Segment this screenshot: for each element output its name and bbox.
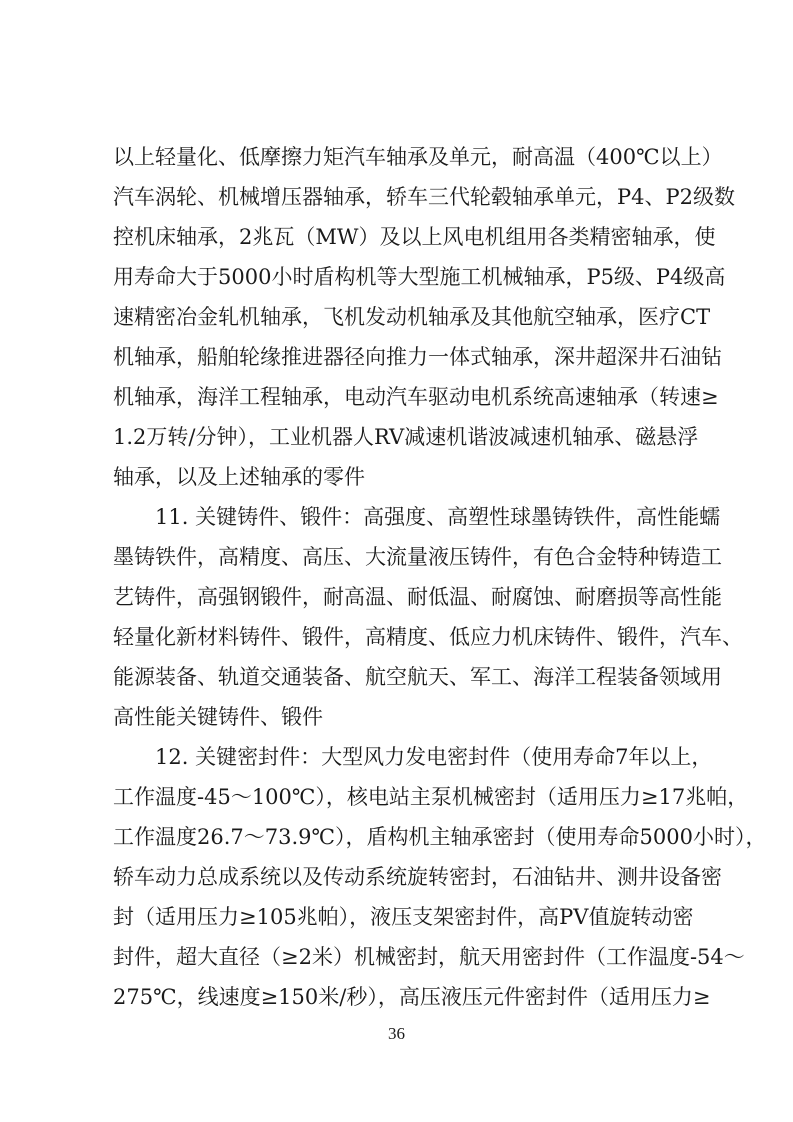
text-line: 轻量化新材料铸件、锻件，高精度、低应力机床铸件、锻件，汽车、	[113, 625, 743, 649]
section-heading-line: 11. 关键铸件、锻件：高强度、高塑性球墨铸铁件，高性能蠕	[155, 505, 721, 529]
text-line: 封件，超大直径（≥2米）机械密封，航天用密封件（工作温度-54～	[113, 945, 745, 969]
text-line: 墨铸铁件，高精度、高压、大流量液压铸件，有色合金特种铸造工	[113, 545, 722, 569]
text-line: 控机床轴承，2兆瓦（MW）及以上风电机组用各类精密轴承，使	[113, 225, 716, 249]
text-line: 汽车涡轮、机械增压器轴承，轿车三代轮毂轴承单元，P4、P2级数	[113, 185, 735, 209]
text-line: 用寿命大于5000小时盾构机等大型施工机械轴承，P5级、P4级高	[113, 265, 726, 289]
text-line: 机轴承，海洋工程轴承，电动汽车驱动电机系统高速轴承（转速≥	[113, 385, 719, 409]
text-line: 工作温度26.7～73.9℃），盾构机主轴承密封（使用寿命5000小时），	[113, 825, 767, 849]
text-line: 高性能关键铸件、锻件	[113, 705, 323, 729]
text-line: 机轴承，船舶轮缘推进器径向推力一体式轴承，深井超深井石油钻	[113, 345, 722, 369]
text-line: 工作温度-45～100℃），核电站主泵机械密封（适用压力≥17兆帕，	[113, 785, 749, 809]
text-line: 1.2万转/分钟），工业机器人RV减速机谐波减速机轴承、磁悬浮	[113, 425, 699, 449]
text-line: 能源装备、轨道交通装备、航空航天、军工、海洋工程装备领域用	[113, 665, 722, 689]
text-line: 轿车动力总成系统以及传动系统旋转密封，石油钻井、测井设备密	[113, 865, 722, 889]
text-line: 以上轻量化、低摩擦力矩汽车轴承及单元，耐高温（400℃以上）	[113, 145, 723, 169]
text-line: 艺铸件，高强钢锻件，耐高温、耐低温、耐腐蚀、耐磨损等高性能	[113, 585, 722, 609]
text-line: 封（适用压力≥105兆帕），液压支架密封件，高PV值旋转动密	[113, 905, 694, 929]
text-line: 轴承，以及上述轴承的零件	[113, 465, 365, 489]
text-line: 275℃，线速度≥150米/秒），高压液压元件密封件（适用压力≥	[113, 985, 711, 1009]
text-line: 速精密冶金轧机轴承，飞机发动机轴承及其他航空轴承，医疗CT	[113, 305, 711, 329]
page-number: 36	[388, 1024, 405, 1043]
section-heading-line: 12. 关键密封件：大型风力发电密封件（使用寿命7年以上，	[155, 745, 713, 769]
